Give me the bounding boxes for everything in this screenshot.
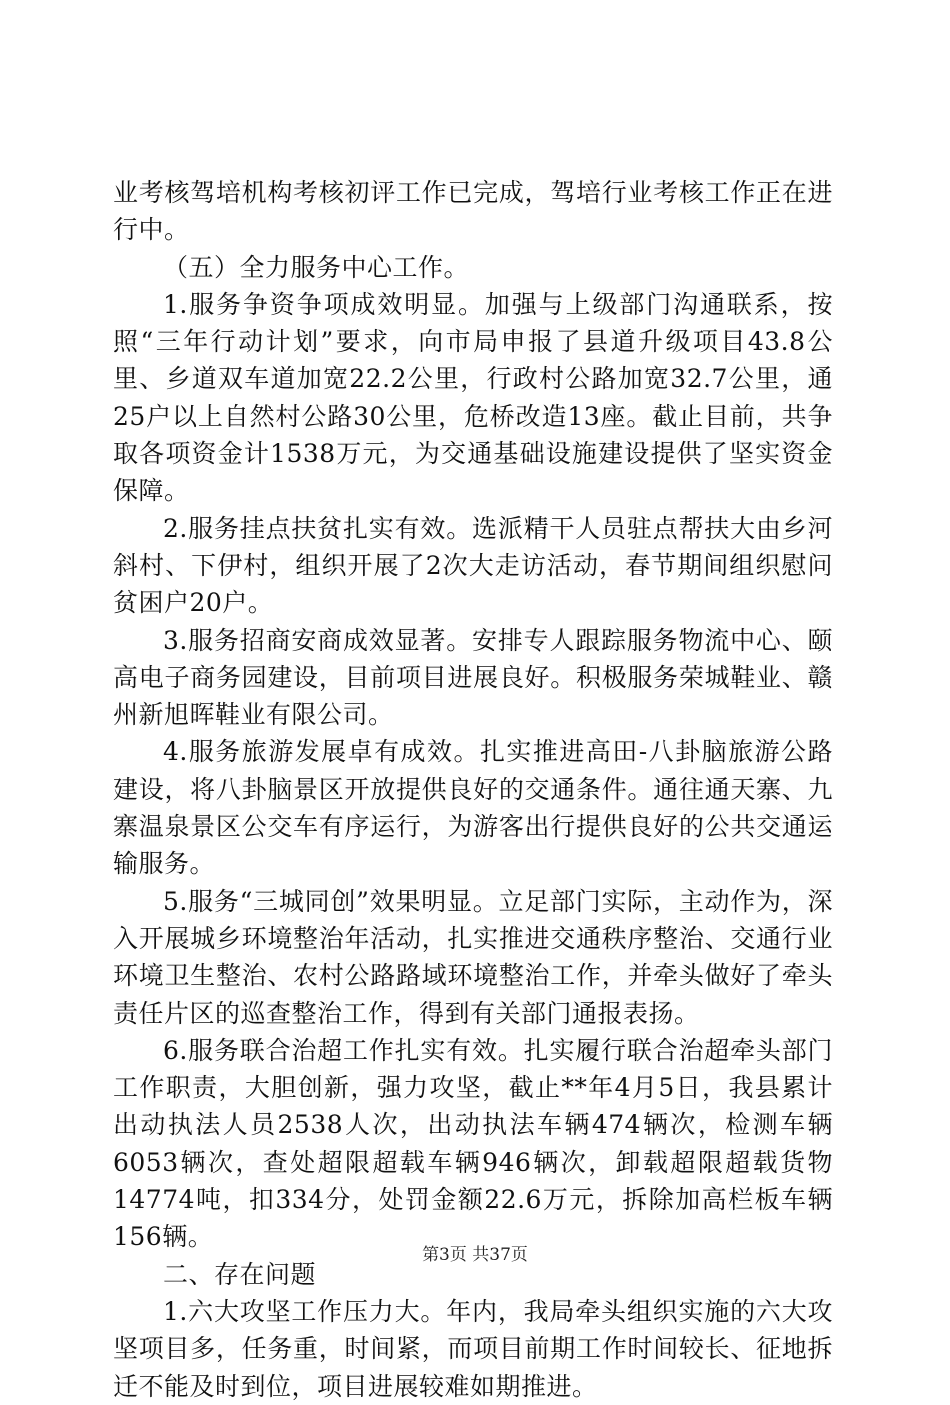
paragraph-item-2: 2.服务挂点扶贫扎实有效。选派精干人员驻点帮扶大由乡河斜村、下伊村，组织开展了2次大走访活动，春节期间组织慰问贫困户20户。: [113, 513, 833, 618]
paragraph-item-1: 1.服务争资争项成效明显。加强与上级部门沟通联系，按照“三年行动计划”要求，向市局申报了县道升级项目43.8公里、乡道双车道加宽22.2公里，行政村公路加宽32.7公里，通25户以上自然村公路30公里，危桥改造13座。截止目前，共争取各项资金计1538万元，为交通基础设施建设提供了坚实资金保障。: [113, 289, 833, 506]
section-heading-problems: 二、存在问题: [163, 1259, 317, 1289]
paragraph-item-4: 4.服务旅游发展卓有成效。扎实推进高田-八卦脑旅游公路建设，将八卦脑景区开放提供良好的交通条件。通往通天寨、九寨温泉景区公交车有序运行，为游客出行提供良好的公共交通运输服务。: [113, 737, 833, 879]
paragraph-item-3: 3.服务招商安商成效显著。安排专人跟踪服务物流中心、颐高电子商务园建设，目前项目进展良好。积极服务荣城鞋业、赣州新旭晖鞋业有限公司。: [113, 625, 833, 730]
section-heading-five: （五）全力服务中心工作。: [163, 252, 470, 282]
document-body: [113, 174, 833, 1405]
paragraph-item-5: 5.服务“三城同创”效果明显。立足部门实际，主动作为，深入开展城乡环境整治年活动，扎实推进交通秩序整治、交通行业环境卫生整治、农村公路路域环境整治工作，并牵头做好了牵头责任片区的巡查整治工作，得到有关部门通报表扬。: [113, 886, 833, 1028]
paragraph-continuation: 业考核驾培机构考核初评工作已完成，驾培行业考核工作正在进行中。: [113, 178, 833, 245]
paragraph-item-6: 6.服务联合治超工作扎实有效。扎实履行联合治超牵头部门工作职责，大胆创新，强力攻坚，截止**年4月5日，我县累计出动执法人员2538人次，出动执法车辆474辆次，检测车辆6053辆次，查处超限超载车辆946辆次，卸载超限超载货物14774吨，扣334分，处罚金额22.6万元，拆除加高栏板车辆156辆。: [113, 1035, 833, 1252]
paragraph-problem-1: 1.六大攻坚工作压力大。年内，我局牵头组织实施的六大攻坚项目多，任务重，时间紧，而项目前期工作时间较长、征地拆迁不能及时到位，项目进展较难如期推进。: [113, 1296, 833, 1401]
page-footer: 第3页 共37页: [422, 1245, 528, 1265]
